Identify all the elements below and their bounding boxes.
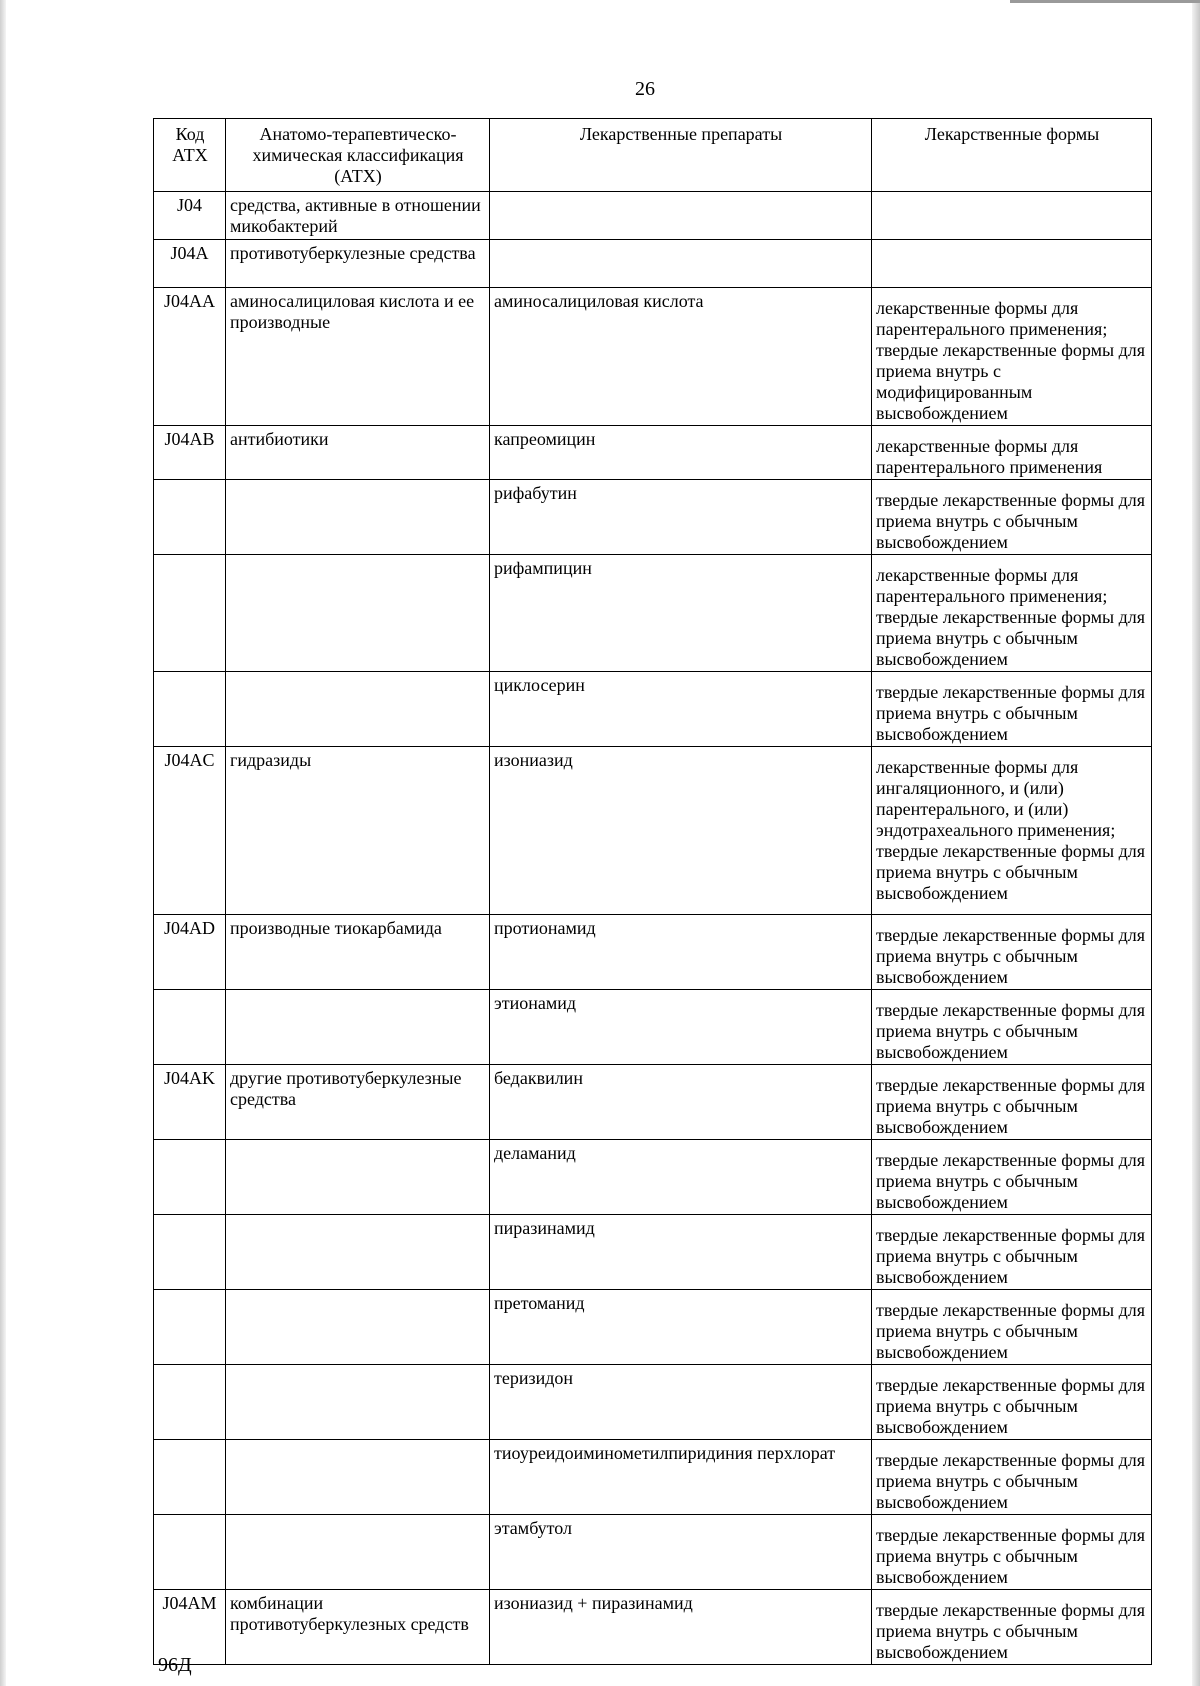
cell-classification — [226, 990, 490, 1065]
cell-atc-code: J04AM — [154, 1590, 226, 1665]
cell-atc-code: J04AB — [154, 426, 226, 480]
cell-drug-name: аминосалициловая кислота — [490, 288, 872, 426]
cell-classification: гидразиды — [226, 747, 490, 915]
header-drugs: Лекарственные препараты — [490, 119, 872, 192]
cell-atc-code — [154, 1140, 226, 1215]
cell-drug-name — [490, 240, 872, 288]
cell-drug-name — [490, 192, 872, 240]
table-row — [154, 1290, 1152, 1365]
cell-dosage-form — [872, 192, 1152, 240]
cell-classification — [226, 1365, 490, 1440]
cell-dosage-form: твердые лекарственные формы для приема внутрь с обычным высвобождением — [872, 1215, 1152, 1290]
table-row — [154, 240, 1152, 288]
cell-dosage-form: лекарственные формы для парентерального применения; твердые лекарственные формы для приема внутрь с обычным высвобождением — [872, 555, 1152, 672]
cell-atc-code — [154, 672, 226, 747]
drug-classification-table — [153, 118, 1152, 1665]
table-row — [154, 1365, 1152, 1440]
cell-atc-code — [154, 555, 226, 672]
cell-dosage-form: лекарственные формы для ингаляционного, и (или) парентерального, и (или) эндотрахеального применения; твердые лекарственные формы для приема внутрь с обычным высвобождением — [872, 747, 1152, 915]
scan-edge-right — [1192, 0, 1200, 1686]
cell-classification — [226, 555, 490, 672]
table-body — [154, 192, 1152, 1665]
header-dosage-forms: Лекарственные формы — [872, 119, 1152, 192]
cell-atc-code — [154, 1215, 226, 1290]
cell-atc-code — [154, 990, 226, 1065]
scan-edge-left — [0, 0, 6, 1686]
table-row — [154, 747, 1152, 915]
table-row — [154, 555, 1152, 672]
table-row — [154, 1065, 1152, 1140]
table-row — [154, 288, 1152, 426]
cell-dosage-form: твердые лекарственные формы для приема внутрь с обычным высвобождением — [872, 1440, 1152, 1515]
cell-classification — [226, 1515, 490, 1590]
cell-drug-name: этионамид — [490, 990, 872, 1065]
cell-atc-code — [154, 1440, 226, 1515]
cell-dosage-form: твердые лекарственные формы для приема внутрь с обычным высвобождением — [872, 480, 1152, 555]
cell-atc-code: J04 — [154, 192, 226, 240]
header-atc-code: Код АТХ — [154, 119, 226, 192]
table-row — [154, 1440, 1152, 1515]
cell-classification — [226, 1290, 490, 1365]
cell-atc-code: J04AK — [154, 1065, 226, 1140]
cell-classification: средства, активные в отношении микобактерий — [226, 192, 490, 240]
cell-classification: производные тиокарбамида — [226, 915, 490, 990]
cell-drug-name: рифабутин — [490, 480, 872, 555]
table-row — [154, 1215, 1152, 1290]
cell-atc-code: J04A — [154, 240, 226, 288]
cell-atc-code — [154, 1365, 226, 1440]
cell-dosage-form: лекарственные формы для парентерального применения — [872, 426, 1152, 480]
cell-drug-name: протионамид — [490, 915, 872, 990]
cell-atc-code: J04AA — [154, 288, 226, 426]
cell-dosage-form: лекарственные формы для парентерального применения; твердые лекарственные формы для приема внутрь с модифицированным высвобождением — [872, 288, 1152, 426]
table-row — [154, 426, 1152, 480]
table-row — [154, 1590, 1152, 1665]
cell-drug-name: тиоуреидоиминометилпиридиния перхлорат — [490, 1440, 872, 1515]
cell-drug-name: бедаквилин — [490, 1065, 872, 1140]
cell-drug-name: претоманид — [490, 1290, 872, 1365]
cell-atc-code — [154, 1515, 226, 1590]
cell-classification — [226, 1140, 490, 1215]
drug-table-container — [153, 118, 1151, 1665]
cell-classification — [226, 672, 490, 747]
cell-drug-name: изониазид — [490, 747, 872, 915]
cell-drug-name: изониазид + пиразинамид — [490, 1590, 872, 1665]
table-row — [154, 480, 1152, 555]
table-row — [154, 1515, 1152, 1590]
cell-classification: другие противотуберкулезные средства — [226, 1065, 490, 1140]
cell-classification — [226, 480, 490, 555]
header-atc-classification: Анатомо-терапевтическо-химическая классификация (АТХ) — [226, 119, 490, 192]
cell-classification — [226, 1440, 490, 1515]
cell-dosage-form: твердые лекарственные формы для приема внутрь с обычным высвобождением — [872, 1515, 1152, 1590]
cell-dosage-form: твердые лекарственные формы для приема внутрь с обычным высвобождением — [872, 1590, 1152, 1665]
cell-atc-code: J04AD — [154, 915, 226, 990]
scan-edge-top — [1010, 0, 1200, 3]
cell-atc-code — [154, 1290, 226, 1365]
cell-classification: аминосалициловая кислота и ее производные — [226, 288, 490, 426]
cell-dosage-form: твердые лекарственные формы для приема внутрь с обычным высвобождением — [872, 1065, 1152, 1140]
cell-drug-name: циклосерин — [490, 672, 872, 747]
cell-dosage-form: твердые лекарственные формы для приема внутрь с обычным высвобождением — [872, 1365, 1152, 1440]
cell-drug-name: капреомицин — [490, 426, 872, 480]
table-row — [154, 1140, 1152, 1215]
cell-drug-name: деламанид — [490, 1140, 872, 1215]
footer-document-code: 96Д — [158, 1654, 192, 1676]
page-number: 26 — [635, 78, 655, 100]
cell-classification: антибиотики — [226, 426, 490, 480]
cell-classification: комбинации противотуберкулезных средств — [226, 1590, 490, 1665]
cell-dosage-form: твердые лекарственные формы для приема внутрь с обычным высвобождением — [872, 915, 1152, 990]
table-row — [154, 915, 1152, 990]
table-row — [154, 192, 1152, 240]
cell-drug-name: пиразинамид — [490, 1215, 872, 1290]
cell-drug-name: рифампицин — [490, 555, 872, 672]
cell-classification — [226, 1215, 490, 1290]
cell-atc-code: J04AC — [154, 747, 226, 915]
table-row — [154, 672, 1152, 747]
cell-dosage-form: твердые лекарственные формы для приема внутрь с обычным высвобождением — [872, 672, 1152, 747]
cell-atc-code — [154, 480, 226, 555]
cell-drug-name: теризидон — [490, 1365, 872, 1440]
cell-dosage-form: твердые лекарственные формы для приема внутрь с обычным высвобождением — [872, 1290, 1152, 1365]
cell-dosage-form — [872, 240, 1152, 288]
table-header-row — [154, 119, 1152, 192]
cell-dosage-form: твердые лекарственные формы для приема внутрь с обычным высвобождением — [872, 1140, 1152, 1215]
cell-drug-name: этамбутол — [490, 1515, 872, 1590]
cell-classification: противотуберкулезные средства — [226, 240, 490, 288]
cell-dosage-form: твердые лекарственные формы для приема внутрь с обычным высвобождением — [872, 990, 1152, 1065]
table-row — [154, 990, 1152, 1065]
